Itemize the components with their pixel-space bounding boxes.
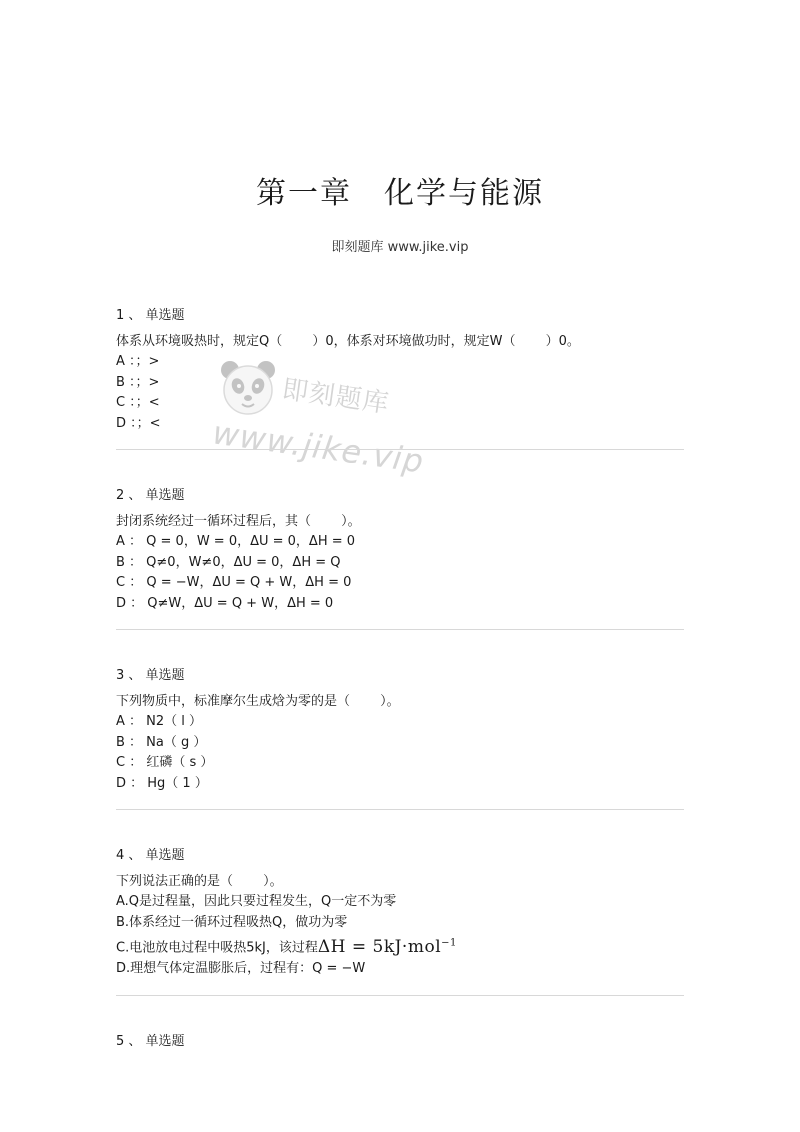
question-5: [116, 1032, 684, 1058]
option-b[interactable]: B ： Q≠0，W≠0，ΔU = 0，ΔH = Q: [116, 554, 341, 570]
question-stem: 体系从环境吸热时，规定Q（ ）0，体系对环境做功时，规定W（ ）0。: [116, 333, 580, 349]
watermark-url: www.jike.vip: [210, 413, 427, 481]
divider: [116, 809, 684, 810]
option-d[interactable]: D ：；<: [116, 415, 161, 431]
option-b[interactable]: B ：；>: [116, 374, 160, 390]
option-d[interactable]: D ： Q≠W，ΔU = Q + W，ΔH = 0: [116, 595, 334, 611]
divider: [116, 995, 684, 996]
question-header: 5 、 单选题: [116, 1034, 185, 1049]
option-c[interactable]: C ：；<: [116, 395, 160, 410]
question-header: 3 、 单选题: [116, 668, 185, 683]
question-4: [116, 846, 684, 980]
option-c[interactable]: C ： Q = −W，ΔU = Q + W，ΔH = 0: [116, 575, 352, 590]
question-header: 4 、 单选题: [116, 848, 185, 863]
question-header: 2 、 单选题: [116, 488, 185, 503]
page-subtitle: 即刻题库 www.jike.vip: [331, 240, 469, 255]
formula-exponent: −1: [441, 937, 457, 948]
option-b[interactable]: B ： Na（ g ）: [116, 734, 207, 750]
option-a[interactable]: A ：；>: [116, 354, 160, 369]
option-c[interactable]: C ： 红磷（ s ）: [116, 755, 214, 770]
question-1: [116, 306, 684, 434]
option-b[interactable]: B.体系经过一循环过程吸热Q，做功为零: [116, 914, 348, 930]
divider: [116, 449, 684, 450]
option-d[interactable]: D ： Hg（ 1 ）: [116, 775, 208, 791]
option-a[interactable]: A ： Q = 0，W = 0，ΔU = 0，ΔH = 0: [116, 534, 356, 549]
formula-main: ΔH = 5kJ·mol: [317, 936, 442, 957]
divider: [116, 629, 684, 630]
question-3: [116, 666, 684, 794]
question-stem: 下列物质中，标准摩尔生成焓为零的是（ ）。: [116, 693, 400, 709]
question-stem: 封闭系统经过一循环过程后，其（ ）。: [116, 513, 361, 529]
question-stem: 下列说法正确的是（ ）。: [116, 873, 283, 889]
question-2: [116, 486, 684, 614]
watermark-name: 即刻题库: [280, 374, 392, 420]
page-title: 第一章 化学与能源: [256, 176, 544, 212]
option-a[interactable]: A ： N2（ l ）: [116, 714, 203, 729]
option-c[interactable]: [116, 933, 684, 959]
formula: [318, 937, 457, 957]
question-header: 1 、 单选题: [116, 308, 185, 323]
option-c-text: C.电池放电过程中吸热5kJ，该过程: [116, 940, 318, 956]
option-a[interactable]: A.Q是过程量，因此只要过程发生，Q一定不为零: [116, 894, 397, 909]
option-d[interactable]: D.理想气体定温膨胀后，过程有：Q = −W: [116, 961, 366, 977]
